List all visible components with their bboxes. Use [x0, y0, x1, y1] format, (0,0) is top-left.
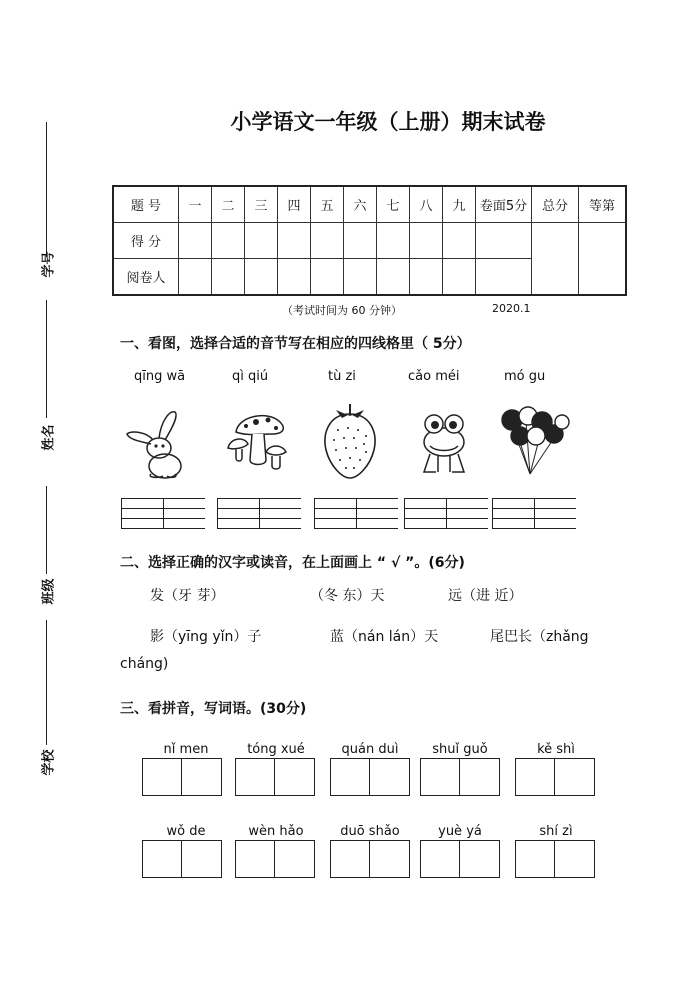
choice-item-continued: cháng) [120, 656, 169, 672]
exam-time-note: （考试时间为 60 分钟） [282, 304, 402, 317]
pinyin-label: shuǐ guǒ [432, 742, 488, 757]
mushroom-picture [222, 408, 292, 474]
strawberry-picture [320, 402, 380, 480]
label-name: 姓名 [41, 424, 57, 451]
writing-grid[interactable] [235, 758, 315, 796]
choice-item[interactable]: 影（yīng yǐn）子 [150, 629, 262, 645]
pinyin-label: wǒ de [166, 824, 206, 839]
header-cell: 卷面5分 [476, 186, 532, 223]
grader-cell [179, 259, 212, 296]
grader-cell [377, 259, 410, 296]
binding-line-student-id [46, 122, 47, 257]
score-cell [212, 223, 245, 259]
pinyin-label: wèn hǎo [248, 824, 304, 839]
table-row [113, 186, 626, 223]
choice-item[interactable]: 蓝（nán lán）天 [330, 629, 439, 645]
choice-item[interactable]: 尾巴长（zhǎng [490, 629, 589, 645]
balloons-picture [496, 404, 572, 480]
score-cell [410, 223, 443, 259]
row-label: 阅卷人 [113, 259, 179, 296]
row-label: 得 分 [113, 223, 179, 259]
writing-grid[interactable] [515, 840, 595, 878]
four-line-grid-4[interactable] [404, 498, 488, 528]
writing-grid[interactable] [420, 758, 500, 796]
pinyin-label: duō shǎo [340, 824, 400, 839]
pinyin-label: shí zì [539, 824, 573, 839]
pinyin-label: kě shì [537, 742, 575, 757]
grader-cell [311, 259, 344, 296]
section3-heading: 三、看拼音，写词语。(30分) [120, 701, 307, 717]
four-line-grid-5[interactable] [492, 498, 576, 528]
exam-date: 2020.1 [492, 302, 531, 315]
four-line-grid-1[interactable] [121, 498, 205, 528]
section2-heading: 二、选择正确的汉字或读音，在上面画上 “ √ ”。(6分) [120, 555, 465, 571]
choice-item[interactable]: （冬 东）天 [310, 588, 385, 604]
grader-cell [344, 259, 377, 296]
header-cell: 九 [443, 186, 476, 223]
header-cell: 一 [179, 186, 212, 223]
pinyin-label: tóng xué [247, 742, 305, 757]
writing-grid[interactable] [142, 758, 222, 796]
writing-grid[interactable] [420, 840, 500, 878]
pinyin-label: nǐ men [163, 742, 209, 757]
pinyin-label: quán duì [341, 742, 399, 757]
label-student-id: 学号 [41, 251, 57, 278]
score-cell [443, 223, 476, 259]
grader-cell [476, 259, 532, 296]
four-line-grid-2[interactable] [217, 498, 301, 528]
header-cell: 二 [212, 186, 245, 223]
header-cell: 五 [311, 186, 344, 223]
writing-grid[interactable] [330, 840, 410, 878]
syllable-2: qì qiú [232, 369, 269, 384]
writing-grid[interactable] [515, 758, 595, 796]
four-line-grid-3[interactable] [314, 498, 398, 528]
label-school: 学校 [41, 749, 57, 776]
header-cell: 八 [410, 186, 443, 223]
section1-heading: 一、看图，选择合适的音节写在相应的四线格里（ 5分） [120, 336, 471, 352]
header-cell: 四 [278, 186, 311, 223]
choice-item[interactable]: 发（牙 芽） [150, 588, 225, 604]
syllable-4: cǎo méi [408, 369, 460, 384]
total-cell [532, 223, 579, 296]
pinyin-label: yuè yá [438, 824, 482, 839]
header-cell: 题 号 [113, 186, 179, 223]
score-cell [311, 223, 344, 259]
label-class: 班级 [41, 578, 57, 605]
frog-picture [416, 410, 472, 478]
choice-item[interactable]: 远（进 近） [448, 588, 523, 604]
score-cell [278, 223, 311, 259]
header-cell: 等第 [579, 186, 627, 223]
score-cell [344, 223, 377, 259]
binding-line-class [46, 486, 47, 574]
score-cell [476, 223, 532, 259]
header-cell: 三 [245, 186, 278, 223]
grader-cell [410, 259, 443, 296]
writing-grid[interactable] [330, 758, 410, 796]
header-cell: 总分 [532, 186, 579, 223]
header-cell: 七 [377, 186, 410, 223]
score-cell [245, 223, 278, 259]
score-table [112, 185, 627, 296]
binding-line-name [46, 300, 47, 418]
writing-grid[interactable] [235, 840, 315, 878]
exam-title: 小学语文一年级（上册）期末试卷 [230, 109, 546, 134]
grader-cell [278, 259, 311, 296]
syllable-3: tù zi [328, 369, 356, 384]
grader-cell [212, 259, 245, 296]
syllable-5: mó gu [504, 369, 546, 384]
grade-cell [579, 223, 627, 296]
syllable-1: qīng wā [134, 369, 186, 384]
grader-cell [245, 259, 278, 296]
grader-cell [443, 259, 476, 296]
binding-line-school [46, 620, 47, 745]
header-cell: 六 [344, 186, 377, 223]
score-cell [179, 223, 212, 259]
score-cell [377, 223, 410, 259]
rabbit-picture [125, 408, 191, 480]
table-row [113, 223, 626, 259]
writing-grid[interactable] [142, 840, 222, 878]
